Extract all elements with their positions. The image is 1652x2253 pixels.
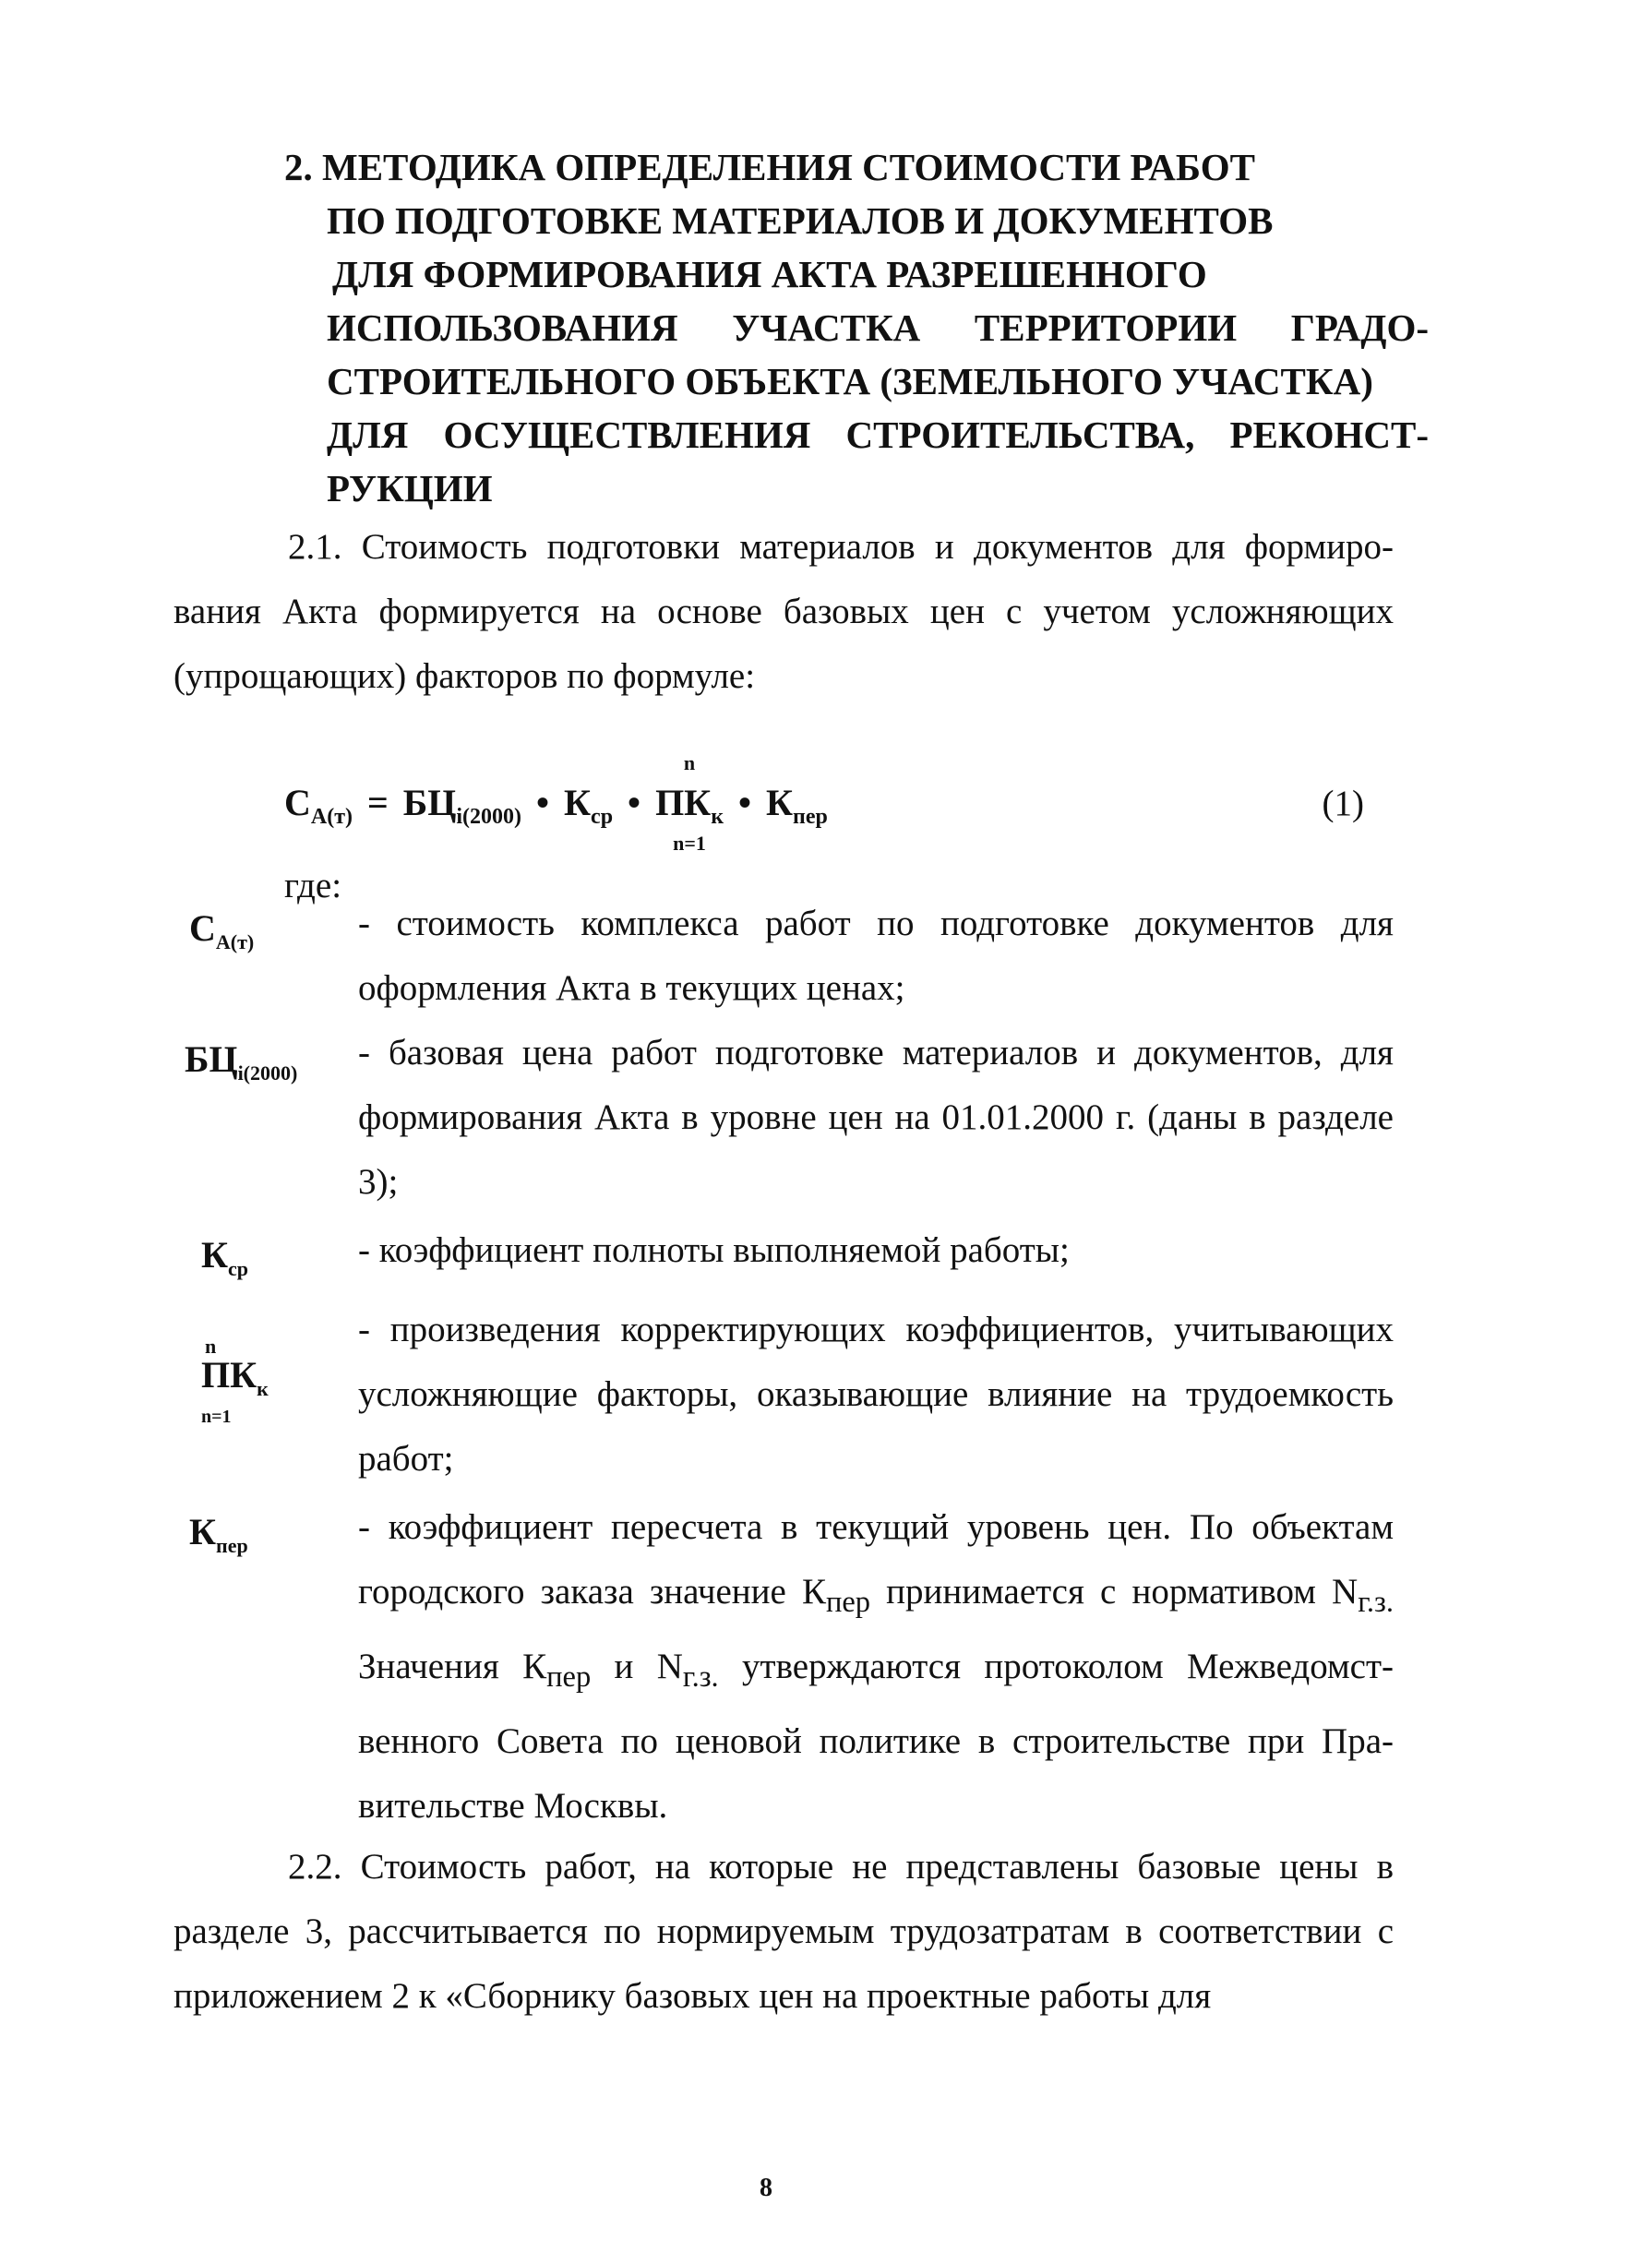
formula-term1-sub: i(2000) [456, 805, 522, 829]
formula-dot: • [628, 782, 641, 823]
symbol-sub: к [257, 1377, 269, 1400]
def-symbol-product [201, 1336, 284, 1426]
def-text: - стоимость комплекса работ по подготовке документов для оформления Акта в текущих ценах; [358, 904, 1394, 1008]
page-number: 8 [760, 2174, 772, 2202]
formula-dot: • [536, 782, 550, 823]
def-symbol [189, 906, 254, 954]
product-sub: к [711, 805, 724, 829]
symbol-sub: пер [216, 1534, 248, 1557]
heading-line: ДЛЯ ОСУЩЕСТВЛЕНИЯ СТРОИТЕЛЬСТВА, РЕКОНСТ- [327, 413, 1429, 456]
formula-1 [284, 744, 1410, 855]
symbol-sub: ср [228, 1257, 249, 1280]
formula-dot: • [738, 782, 752, 823]
where-label: где: [284, 866, 342, 905]
heading-line: ДЛЯ ФОРМИРОВАНИЯ АКТА РАЗРЕШЕННОГО [332, 253, 1207, 295]
formula-equals: = [367, 782, 389, 823]
def-text-sub: пер [825, 1585, 871, 1619]
formula-lhs: С [284, 782, 311, 823]
heading-line: ПО ПОДГОТОВКЕ МАТЕРИАЛОВ И ДОКУМЕНТОВ [327, 199, 1274, 242]
formula-term2-sub: ср [591, 805, 614, 829]
formula-term1: БЦ [402, 782, 457, 823]
symbol-main: С [189, 907, 216, 949]
heading-line: РУКЦИИ [327, 467, 493, 509]
symbol-letters: ПК [201, 1354, 257, 1396]
def-text: - произведения корректирующих коэффициентов, учитывающих усложняющие факторы, оказывающие влияние на трудоемкость работ; [358, 1310, 1394, 1479]
equation-number: (1) [1322, 784, 1364, 823]
formula-expression [284, 751, 828, 855]
formula-lhs-sub: А(т) [310, 805, 353, 829]
def-text-part: принимается с нормативом N [870, 1572, 1359, 1612]
symbol-main: БЦ [185, 1038, 238, 1080]
product-lower-limit: n=1 [673, 832, 706, 855]
def-text: - базовая цена работ подготовке материалов и документов, для формирования Акта в уровне цен на 01.01.2000 г. (даны в разделе 3); [358, 1033, 1394, 1202]
def-text-sub: г.з. [1358, 1585, 1394, 1619]
formula-term2: К [564, 782, 592, 823]
def-text [358, 1495, 1394, 1839]
section-heading [284, 140, 1429, 515]
symbol-sub: i(2000) [237, 1061, 298, 1085]
def-symbol [201, 1233, 248, 1281]
def-text-sub: г.з. [682, 1660, 719, 1694]
product-upper-limit: n [683, 751, 696, 774]
symbol-sub: А(т) [215, 930, 255, 953]
formula-product [655, 751, 724, 855]
def-text-part: утверждаются протоколом Межведомственного Совета по ценовой политике в строительстве при Правительстве Москвы. [358, 1646, 1394, 1826]
paragraph-2-1: 2.1. Стоимость подготовки материалов и документов для формирования Акта формируется на основе базовых цен с учетом усложняющих (упрощающих) факторов по формуле: [174, 527, 1394, 696]
paragraph-2-2: 2.2. Стоимость работ, на которые не представлены базовые цены в разделе 3, рассчитывается по нормируемым трудозатратам в соответствии с приложением 2 к «Сборнику базовых цен на проектные работы для [174, 1847, 1394, 2016]
heading-line: 2. МЕТОДИКА ОПРЕДЕЛЕНИЯ СТОИМОСТИ РАБОТ [284, 146, 1255, 188]
symbol-main: К [189, 1511, 217, 1552]
symbol-lower-limit: n=1 [201, 1407, 232, 1427]
formula-term4-sub: пер [793, 805, 828, 829]
symbol-main [201, 1354, 284, 1408]
def-symbol [189, 1510, 248, 1558]
def-text-part: Значения К [358, 1646, 547, 1686]
def-text: - коэффициент полноты выполняемой работы; [358, 1230, 1070, 1270]
formula-term4: К [766, 782, 794, 823]
heading-line: СТРОИТЕЛЬНОГО ОБЪЕКТА (ЗЕМЕЛЬНОГО УЧАСТКА) [327, 360, 1373, 402]
def-text-sub: пер [546, 1660, 592, 1694]
def-text-part: и N [591, 1646, 683, 1686]
def-text-part: - коэффициент пересчета в текущий уровень цен. По объектам городского заказа значение К [358, 1507, 1394, 1612]
symbol-main: К [201, 1234, 229, 1276]
symbol-upper-limit: n [205, 1335, 217, 1358]
heading-line: ИСПОЛЬЗОВАНИЯ УЧАСТКА ТЕРРИТОРИИ ГРАДО- [327, 306, 1429, 349]
def-symbol [185, 1037, 297, 1085]
product-symbol: ПК [655, 782, 712, 823]
